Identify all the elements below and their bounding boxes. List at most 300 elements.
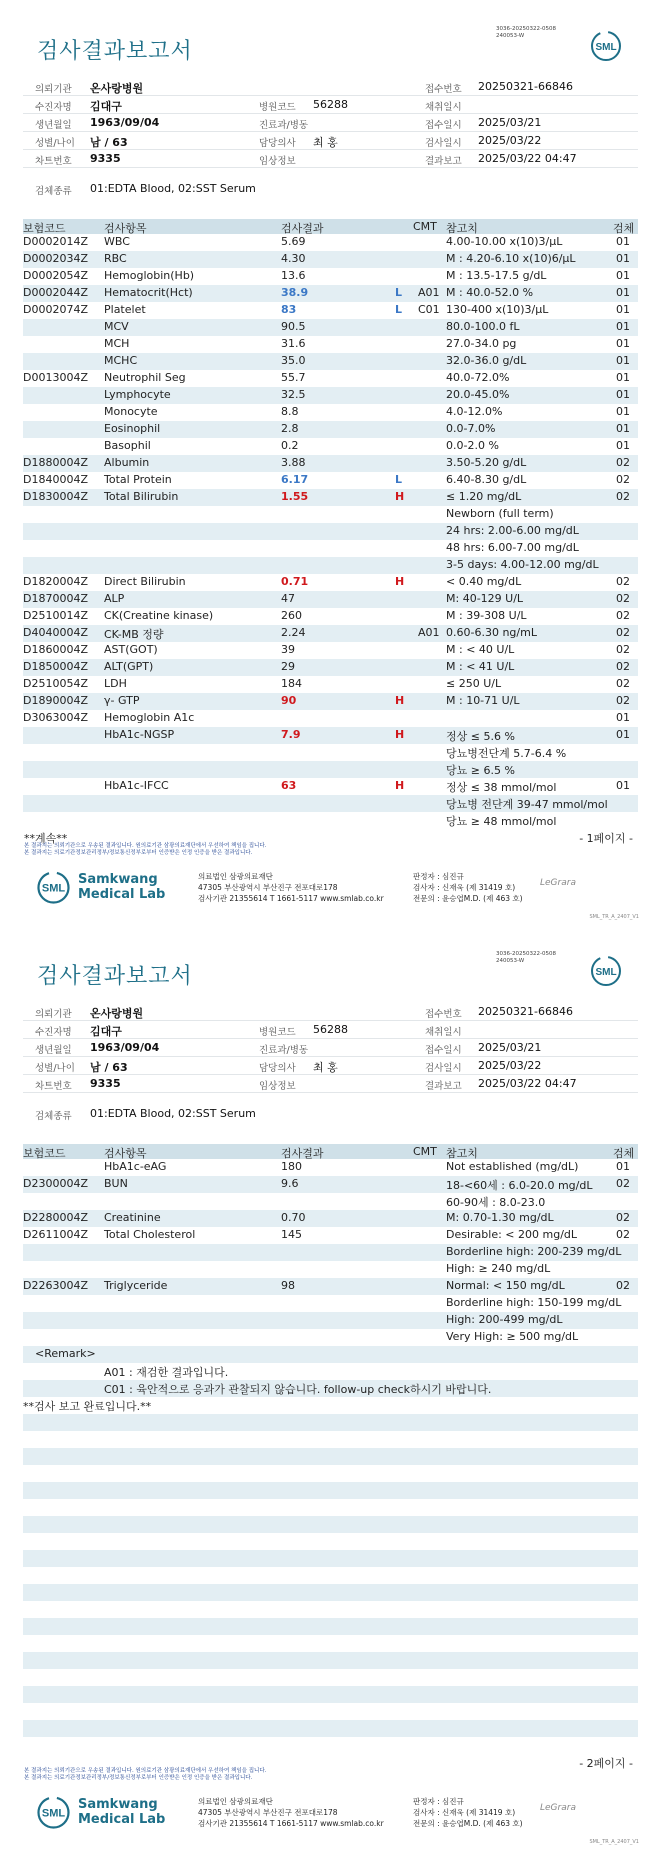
continued-marker: **계속** — [24, 832, 68, 845]
cell-result: 38.9 — [281, 286, 309, 299]
cell-result: 32.5 — [281, 388, 306, 401]
info-row: 성별/나이 남 / 63 담당의사 최 홍 검사일시 2025/03/22 — [23, 1057, 638, 1075]
cell-ref: ≤ 1.20 mg/dL — [446, 490, 522, 503]
table-row — [23, 523, 638, 540]
cell-name: CK(Creatine kinase) — [104, 609, 214, 622]
page-number: - 2페이지 - — [579, 1757, 633, 1770]
table-row — [23, 472, 638, 489]
cell-code: D2510054Z — [23, 677, 88, 690]
cell-sp: 01 — [616, 422, 630, 435]
table-row — [23, 302, 638, 319]
patient-name: 김대구 — [90, 1025, 122, 1038]
table-row — [23, 557, 638, 574]
cell-cmt: A01 — [418, 626, 440, 639]
cell-code: D2300004Z — [23, 1177, 88, 1190]
cell-sp: 02 — [616, 694, 630, 707]
signatories: 판정자 : 심진규 검사자 : 신재욱 (제 31419 호) 전문의 : 윤승엽M.D. (제 463 호) — [413, 872, 523, 903]
table-row-empty — [23, 1686, 638, 1703]
cell-ref: 당뇨병전단계 5.7-6.4 % — [446, 747, 567, 760]
cell-result: 83 — [281, 303, 297, 316]
cell-ref: ≤ 250 U/L — [446, 677, 502, 690]
cell-name: ALT(GPT) — [104, 660, 154, 673]
cell-name: Total Cholesterol — [104, 1228, 196, 1241]
cell-ref: 27.0-34.0 pg — [446, 337, 517, 350]
info-row: 차트번호 9335 임상정보 결과보고 2025/03/22 04:47 — [23, 150, 638, 168]
receipt-number: 20250321-66846 — [478, 1005, 573, 1018]
cell-result: 7.9 — [281, 728, 301, 741]
cell-ref: 24 hrs: 2.00-6.00 mg/dL — [446, 524, 579, 537]
table-row — [23, 676, 638, 693]
cell-ref: 정상 ≤ 5.6 % — [446, 730, 515, 743]
table-row-empty — [23, 1737, 638, 1754]
cell-ref: 3-5 days: 4.00-12.00 mg/dL — [446, 558, 599, 571]
cell-code: D1830004Z — [23, 490, 88, 503]
cell-ref: 32.0-36.0 g/dL — [446, 354, 527, 367]
cell-ref: 6.40-8.30 g/dL — [446, 473, 527, 486]
cell-sp: 02 — [616, 1211, 630, 1224]
cell-ref: < 0.40 mg/dL — [446, 575, 522, 588]
info-row: 수진자명 김대구 병원코드 56288 채취일시 — [23, 96, 638, 114]
table-row — [23, 1193, 638, 1210]
table-row-empty — [23, 1448, 638, 1465]
cell-code: D1820004Z — [23, 575, 88, 588]
cell-ref: M : < 41 U/L — [446, 660, 515, 673]
cell-ref: Very High: ≥ 500 mg/dL — [446, 1330, 579, 1343]
doctor-name: 최 홍 — [313, 136, 338, 149]
chart-number: 9335 — [90, 1077, 121, 1090]
cell-sp: 02 — [616, 626, 630, 639]
cell-name: Hemoglobin A1c — [104, 711, 195, 724]
report-page-1: 3036-20250322-0508 240053-W 검사결과보고서 SML 의뢰기관 온사랑병원 접수번호 20250321-66846 수진자명 김대구 병원코드 56288 채취일시 생년월일 1963/09/04 진료과/병동 접수일시 2025/03/21 성별/나이 남 / 63 담당의사 최 홍 검사일시 2025/03/22 차트번호 9335 임상정보 결과보고 2025/03/22 04:47 검체종류 01:EDTA Blood, 02:SST Serum 보험코드 검사항목 검사결과 CMT 참고치 검체 D0002014Z WBC 5.69 4.00-10.00 x(10)3/μL 01 D0002034Z RBC 4.30 M : 4.20-6.10 x(10)6/μL 01 D0002054Z Hemoglobin(Hb) 13.6 M : 13.5-17.5 g/dL 01 D0002044Z Hematocrit(Hct) 38.9 L A01 M : 40.0-52.0 % 01 D0002074Z Platelet 83 L C01 130-400 x(10)3/μL 01 MCV 90.5 80.0-100.0 fL 01 MCH 31.6 27.0-34.0 pg 01 MCHC 35.0 32.0-36.0 g/dL 01 D0013004Z Neutrophil Seg 55.7 40.0-72.0% 01 Lymphocyte 32.5 20.0-45.0% 01 Monocyte 8.8 4.0-12.0% 01 Eosinophil 2.8 0.0-7.0% 01 Basophil 0.2 0.0-2.0 % 01 D1880004Z Albumin 3.88 3.50-5.20 g/dL 02 D1840004Z Total Protein 6.17 L 6.40-8.30 g/dL 02 D1830004Z Total Bilirubin 1.55 H ≤ 1.20 mg/dL 02 Newborn (full term) 24 hrs: 2.00-6.00 mg/dL 48 hrs: 6.00-7.00 mg/dL 3-5 days: 4.00-12.00 mg/dL D1820004Z Direct Bilirubin 0.71 H < 0.40 mg/dL 02 D1870004Z ALP 47 M: 40-129 U/L 02 D2510014Z CK(Creatine kinase) 260 M : 39-308 U/L 02 D4040004Z CK-MB 정량 2.24 A01 0.60-6.30 ng/mL 02 D1860004Z AST(GOT) 39 M : < 40 U/L 02 D1850004Z ALT(GPT) 29 M : < 41 U/L 02 D2510054Z LDH 184 ≤ 250 U/L 02 D1890004Z γ- GTP 90 H M : 10-71 U/L 02 D3063004Z Hemoglobin A1c 01 HbA1c-NGSP 7.9 H 정상 ≤ 5.6 % 01 당뇨병전단계 5.7-6.4 % 당뇨 ≥ 6.5 % HbA1c-IFCC 63 H 정상 ≤ 38 mmol/mol 01 당뇨병 전단계 39-47 mmol/mol 당뇨 ≥ 48 mmol/mol **계속** - 1페이지 - 본 결과지는 의뢰기관으로 우송된 결과입니다. 원의료기관 삼광의료재단에서 우선하여 책임을 집니다. 본 결과지는 의료기관정보관리정부/정보통신정부로부터 인증받은 인정 인증을 받은 결과입니다. SML Samkwang Medical Lab 의료법인 삼광의료재단 47305 부산광역시 부산진구 전포대로178 검사기관 21355614 T 1661-5117 www.smlab.co.kr 판정자 : 심진규 검사자 : 신재욱 (제 31419 호) 전문의 : 윤승엽M.D. (제 463 호) LeGrara SML_TR_A_2407_V1 — [0, 0, 655, 925]
cell-code: D1870004Z — [23, 592, 88, 605]
cell-sp: 02 — [616, 473, 630, 486]
cell-code: D2510014Z — [23, 609, 88, 622]
table-row — [23, 659, 638, 676]
table-row — [23, 744, 638, 761]
table-row — [23, 1261, 638, 1278]
sml-logo-icon — [590, 30, 622, 62]
doctor-name: 최 홍 — [313, 1061, 338, 1074]
table-row — [23, 285, 638, 302]
table-row — [23, 319, 638, 336]
table-row-empty — [23, 1601, 638, 1618]
table-row — [23, 710, 638, 727]
table-row — [23, 591, 638, 608]
receipt-number: 20250321-66846 — [478, 80, 573, 93]
cell-code: D4040004Z — [23, 626, 88, 639]
cell-sp: 02 — [616, 609, 630, 622]
cell-name: Neutrophil Seg — [104, 371, 186, 384]
cell-code: D0002014Z — [23, 235, 88, 248]
table-row-empty — [23, 1499, 638, 1516]
chart-number: 9335 — [90, 152, 121, 165]
cell-code: D1860004Z — [23, 643, 88, 656]
cell-result: 39 — [281, 643, 295, 656]
remark-c01: C01 : 육안적으로 응과가 관찰되지 않습니다. follow-up check하시기 바랍니다. — [104, 1383, 492, 1396]
table-row — [23, 778, 638, 795]
cell-result: 184 — [281, 677, 302, 690]
cell-code: D0002044Z — [23, 286, 88, 299]
cell-sp: 01 — [616, 354, 630, 367]
cell-result: 2.8 — [281, 422, 299, 435]
lab-name: Samkwang Medical Lab — [78, 1797, 166, 1827]
patient-dob: 1963/09/04 — [90, 1041, 160, 1054]
report-datetime: 2025/03/22 04:47 — [478, 152, 577, 165]
table-row — [23, 421, 638, 438]
table-row — [23, 404, 638, 421]
cell-result: 1.55 — [281, 490, 309, 503]
table-row — [23, 353, 638, 370]
table-row-empty — [23, 1550, 638, 1567]
cell-result: 90.5 — [281, 320, 306, 333]
info-row: 의뢰기관 온사랑병원 접수번호 20250321-66846 — [23, 78, 638, 96]
table-row — [23, 795, 638, 812]
cell-ref: Borderline high: 150-199 mg/dL — [446, 1296, 622, 1309]
cell-ref: M : < 40 U/L — [446, 643, 515, 656]
cell-name: ALP — [104, 592, 125, 605]
cell-ref: 0.60-6.30 ng/mL — [446, 626, 537, 639]
results-header: 보험코드 검사항목 검사결과 CMT 참고치 검체 — [23, 1144, 638, 1159]
cell-code: D2263004Z — [23, 1279, 88, 1292]
table-row — [23, 234, 638, 251]
table-row-empty — [23, 1652, 638, 1669]
cell-sp: 01 — [616, 286, 630, 299]
cell-name: γ- GTP — [104, 694, 140, 707]
table-row — [23, 1227, 638, 1244]
cell-code: D3063004Z — [23, 711, 88, 724]
cell-name: CK-MB 정량 — [104, 628, 164, 641]
table-row — [23, 761, 638, 778]
table-row-empty — [23, 1584, 638, 1601]
cell-sp: 02 — [616, 677, 630, 690]
cell-sp: 01 — [616, 371, 630, 384]
cell-flag: L — [395, 303, 403, 316]
table-row-empty — [23, 1380, 638, 1397]
cell-result: 90 — [281, 694, 297, 707]
cell-result: 13.6 — [281, 269, 306, 282]
cell-ref: 48 hrs: 6.00-7.00 mg/dL — [446, 541, 579, 554]
cell-flag: H — [395, 490, 405, 503]
form-version: SML_TR_A_2407_V1 — [589, 914, 639, 920]
cell-ref: 3.50-5.20 g/dL — [446, 456, 527, 469]
page-title: 검사결과보고서 — [37, 39, 193, 64]
table-row — [23, 268, 638, 285]
table-row — [23, 642, 638, 659]
patient-sex-age: 남 / 63 — [90, 1061, 128, 1074]
cell-code: D2611004Z — [23, 1228, 88, 1241]
info-row: 의뢰기관 온사랑병원 접수번호 20250321-66846 — [23, 1003, 638, 1021]
cell-result: 9.6 — [281, 1177, 299, 1190]
table-row — [23, 1295, 638, 1312]
results-header: 보험코드 검사항목 검사결과 CMT 참고치 검체 — [23, 219, 638, 234]
report-page-2: 3036-20250322-0508 240053-W 검사결과보고서 SML 의뢰기관 온사랑병원 접수번호 20250321-66846 수진자명 김대구 병원코드 56288 채취일시 생년월일 1963/09/04 진료과/병동 접수일시 2025/03/21 성별/나이 남 / 63 담당의사 최 홍 검사일시 2025/03/22 차트번호 9335 임상정보 결과보고 2025/03/22 04:47 검체종류 01:EDTA Blood, 02:SST Serum 보험코드 검사항목 검사결과 CMT 참고치 검체 HbA1c-eAG 180 Not established (mg/dL) 01 D2300004Z BUN 9.6 18-<60세 : 6.0-20.0 mg/dL 02 60-90세 : 8.0-23.0 D2280004Z Creatinine 0.70 M: 0.70-1.30 mg/dL 02 D2611004Z Total Cholesterol 145 Desirable: < 200 mg/dL 02 Borderline high: 200-239 mg/dL High: ≥ 240 mg/dL D2263004Z Triglyceride 98 Normal: < 150 mg/dL 02 Borderline high: 150-199 mg/dL High: 200-499 mg/dL Very High: ≥ 500 mg/dL <Remark> A01 : 재검한 결과입니다. C01 : 육안적으로 응과가 관찰되지 않습니다. follow-up check하시기 바랍니다. **검사 보고 완료입니다.** - 2페이지 - 본 결과지는 의뢰기관으로 우송된 결과입니다. 원의료기관 삼광의료재단에서 우선하여 책임을 집니다. 본 결과지는 의료기관정보관리정부/정보통신정부로부터 인증받은 인정 인증을 받은 결과입니다. SML Samkwang Medical Lab 의료법인 삼광의료재단 47305 부산광역시 부산진구 전포대로178 검사기관 21355614 T 1661-5117 www.smlab.co.kr 판정자 : 심진규 검사자 : 신재욱 (제 31419 호) 전문의 : 윤승엽M.D. (제 463 호) LeGrara SML_TR_A_2407_V1 — [0, 925, 655, 1850]
cell-code: D1880004Z — [23, 456, 88, 469]
cell-sp: 02 — [616, 660, 630, 673]
footer-notice: 본 결과지는 의뢰기관으로 우송된 결과입니다. 원의료기관 삼광의료재단에서 우선하여 책임을 집니다. 본 결과지는 의료기관정보관리정부/정보통신정부로부터 인증받은 인정 인증을 받은 결과입니다. — [24, 1768, 267, 1781]
sml-footer-logo-icon — [36, 1795, 71, 1830]
cell-result: 2.24 — [281, 626, 306, 639]
cell-ref: 18-<60세 : 6.0-20.0 mg/dL — [446, 1179, 593, 1192]
cell-result: 6.17 — [281, 473, 309, 486]
patient-dob: 1963/09/04 — [90, 116, 160, 129]
cell-ref: 0.0-7.0% — [446, 422, 496, 435]
report-reference: 3036-20250322-0508 240053-W — [496, 951, 556, 964]
svg-text:SML: SML — [595, 42, 617, 53]
patient-info — [23, 1003, 638, 1093]
lab-name: Samkwang Medical Lab — [78, 872, 166, 902]
cell-name: AST(GOT) — [104, 643, 158, 656]
table-row-empty — [23, 1414, 638, 1431]
test-date: 2025/03/22 — [478, 134, 542, 147]
table-row — [23, 489, 638, 506]
cell-sp: 02 — [616, 575, 630, 588]
cell-name: Hematocrit(Hct) — [104, 286, 193, 299]
table-row — [23, 812, 638, 829]
table-row — [23, 1278, 638, 1295]
table-row — [23, 370, 638, 387]
cell-sp: 02 — [616, 592, 630, 605]
cell-sp: 01 — [616, 235, 630, 248]
cell-code: D1840004Z — [23, 473, 88, 486]
cell-result: 8.8 — [281, 405, 299, 418]
table-row-empty — [23, 1482, 638, 1499]
cell-name: Direct Bilirubin — [104, 575, 186, 588]
table-row-empty — [23, 1363, 638, 1380]
table-row — [23, 438, 638, 455]
cell-result: 3.88 — [281, 456, 306, 469]
signatories: 판정자 : 심진규 검사자 : 신재욱 (제 31419 호) 전문의 : 윤승엽M.D. (제 463 호) — [413, 1797, 523, 1828]
table-row-empty — [23, 1635, 638, 1652]
cell-sp: 02 — [616, 643, 630, 656]
cell-code: D0002074Z — [23, 303, 88, 316]
cell-ref: Not established (mg/dL) — [446, 1160, 579, 1173]
lab-address: 의료법인 삼광의료재단 47305 부산광역시 부산진구 전포대로178 검사기관 21355614 T 1661-5117 www.smlab.co.kr — [198, 1797, 384, 1828]
hospital-code: 56288 — [313, 1023, 348, 1036]
cell-result: 35.0 — [281, 354, 306, 367]
cell-name: HbA1c-NGSP — [104, 728, 175, 741]
cell-code: D0013004Z — [23, 371, 88, 384]
cell-result: 145 — [281, 1228, 302, 1241]
table-row — [23, 1312, 638, 1329]
cell-sp: 01 — [616, 439, 630, 452]
cell-ref: M : 10-71 U/L — [446, 694, 520, 707]
cell-ref: 당뇨병 전단계 39-47 mmol/mol — [446, 798, 608, 811]
report-datetime: 2025/03/22 04:47 — [478, 1077, 577, 1090]
table-row — [23, 574, 638, 591]
cell-ref: 130-400 x(10)3/μL — [446, 303, 549, 316]
cell-name: Lymphocyte — [104, 388, 171, 401]
cell-result: 63 — [281, 779, 297, 792]
cell-name: Creatinine — [104, 1211, 161, 1224]
cell-name: Triglyceride — [104, 1279, 168, 1292]
cell-ref: 4.00-10.00 x(10)3/μL — [446, 235, 563, 248]
cell-ref: Desirable: < 200 mg/dL — [446, 1228, 578, 1241]
cell-flag: L — [395, 473, 403, 486]
cell-name: Basophil — [104, 439, 151, 452]
cell-flag: L — [395, 286, 403, 299]
table-row — [23, 625, 638, 642]
table-row — [23, 693, 638, 710]
hospital-name: 온사랑병원 — [90, 82, 144, 95]
patient-name: 김대구 — [90, 100, 122, 113]
cell-code: D0002054Z — [23, 269, 88, 282]
form-version: SML_TR_A_2407_V1 — [589, 1839, 639, 1845]
cell-sp: 01 — [616, 303, 630, 316]
cell-sp: 02 — [616, 490, 630, 503]
cell-sp: 01 — [616, 252, 630, 265]
table-row-empty — [23, 1720, 638, 1737]
cell-cmt: A01 — [418, 286, 440, 299]
test-date: 2025/03/22 — [478, 1059, 542, 1072]
cell-ref: M: 0.70-1.30 mg/dL — [446, 1211, 554, 1224]
cell-ref: M : 13.5-17.5 g/dL — [446, 269, 547, 282]
info-row: 성별/나이 남 / 63 담당의사 최 홍 검사일시 2025/03/22 — [23, 132, 638, 150]
cell-sp: 01 — [616, 388, 630, 401]
cell-cmt: C01 — [418, 303, 440, 316]
table-row — [23, 251, 638, 268]
hospital-code: 56288 — [313, 98, 348, 111]
report-reference: 3036-20250322-0508 240053-W — [496, 26, 556, 39]
table-row-empty — [23, 1516, 638, 1533]
table-row — [23, 1244, 638, 1261]
table-row-empty — [23, 1669, 638, 1686]
cell-name: Hemoglobin(Hb) — [104, 269, 195, 282]
cell-name: RBC — [104, 252, 127, 265]
table-row-empty — [23, 1533, 638, 1550]
cell-name: Total Bilirubin — [104, 490, 179, 503]
table-row — [23, 455, 638, 472]
cell-result: 0.70 — [281, 1211, 306, 1224]
svg-text:SML: SML — [41, 882, 66, 895]
table-row-empty — [23, 1703, 638, 1720]
cell-sp: 01 — [616, 320, 630, 333]
cell-ref: High: ≥ 240 mg/dL — [446, 1262, 551, 1275]
cell-sp: 01 — [616, 711, 630, 724]
page-title: 검사결과보고서 — [37, 964, 193, 989]
cell-name: Platelet — [104, 303, 146, 316]
cell-sp: 01 — [616, 779, 630, 792]
report-complete: **검사 보고 완료입니다.** — [23, 1400, 152, 1413]
table-row — [23, 336, 638, 353]
cell-ref: 20.0-45.0% — [446, 388, 510, 401]
hospital-name: 온사랑병원 — [90, 1007, 144, 1020]
cell-flag: H — [395, 575, 405, 588]
cell-ref: 60-90세 : 8.0-23.0 — [446, 1196, 546, 1209]
cell-flag: H — [395, 728, 405, 741]
cell-ref: 80.0-100.0 fL — [446, 320, 520, 333]
cell-flag: H — [395, 694, 405, 707]
results-table-page1 — [23, 234, 638, 829]
sml-logo-icon — [590, 955, 622, 987]
cell-result: 98 — [281, 1279, 295, 1292]
cell-result: 31.6 — [281, 337, 306, 350]
page-number: - 1페이지 - — [579, 832, 633, 845]
cell-ref: 0.0-2.0 % — [446, 439, 499, 452]
cell-ref: 당뇨 ≥ 6.5 % — [446, 764, 515, 777]
cell-code: D2280004Z — [23, 1211, 88, 1224]
cell-code: D1850004Z — [23, 660, 88, 673]
table-row — [23, 506, 638, 523]
cell-name: WBC — [104, 235, 130, 248]
table-row — [23, 727, 638, 744]
cell-ref: M : 40.0-52.0 % — [446, 286, 534, 299]
cell-ref: 40.0-72.0% — [446, 371, 510, 384]
cell-sp: 02 — [616, 1279, 630, 1292]
cell-sp: 02 — [616, 1228, 630, 1241]
cell-ref: 4.0-12.0% — [446, 405, 503, 418]
cell-name: LDH — [104, 677, 127, 690]
remark-a01: A01 : 재검한 결과입니다. — [104, 1366, 229, 1379]
svg-text:SML: SML — [41, 1807, 66, 1820]
cell-sp: 02 — [616, 1177, 630, 1190]
cell-result: 260 — [281, 609, 302, 622]
cell-ref: M: 40-129 U/L — [446, 592, 524, 605]
cell-result: 0.2 — [281, 439, 299, 452]
cell-flag: H — [395, 779, 405, 792]
table-row — [23, 1159, 638, 1176]
cell-result: 180 — [281, 1160, 302, 1173]
received-date: 2025/03/21 — [478, 116, 542, 129]
cell-sp: 01 — [616, 405, 630, 418]
table-row — [23, 1210, 638, 1227]
cell-name: MCHC — [104, 354, 138, 367]
cell-name: Monocyte — [104, 405, 158, 418]
cell-sp: 01 — [616, 269, 630, 282]
table-row-empty — [23, 1346, 638, 1363]
sml-footer-logo-icon — [36, 870, 71, 905]
cell-ref: M : 4.20-6.10 x(10)6/μL — [446, 252, 576, 265]
cell-ref: Newborn (full term) — [446, 507, 554, 520]
cell-sp: 02 — [616, 456, 630, 469]
table-row — [23, 387, 638, 404]
cell-ref: High: 200-499 mg/dL — [446, 1313, 563, 1326]
info-row: 차트번호 9335 임상정보 결과보고 2025/03/22 04:47 — [23, 1075, 638, 1093]
cell-ref: Normal: < 150 mg/dL — [446, 1279, 565, 1292]
table-row — [23, 540, 638, 557]
remark-title: <Remark> — [35, 1347, 96, 1360]
cell-name: HbA1c-IFCC — [104, 779, 169, 792]
info-row: 생년월일 1963/09/04 진료과/병동 접수일시 2025/03/21 — [23, 1039, 638, 1057]
table-row-empty — [23, 1567, 638, 1584]
cell-result: 0.71 — [281, 575, 309, 588]
cell-sp: 01 — [616, 337, 630, 350]
cell-ref: M : 39-308 U/L — [446, 609, 527, 622]
cell-name: Total Protein — [104, 473, 172, 486]
cell-code: D0002034Z — [23, 252, 88, 265]
table-row-empty — [23, 1618, 638, 1635]
cell-result: 5.69 — [281, 235, 306, 248]
table-row — [23, 1329, 638, 1346]
info-row: 생년월일 1963/09/04 진료과/병동 접수일시 2025/03/21 — [23, 114, 638, 132]
patient-info — [23, 78, 638, 168]
cell-name: MCV — [104, 320, 129, 333]
patient-sex-age: 남 / 63 — [90, 136, 128, 149]
cell-result: 4.30 — [281, 252, 306, 265]
table-row-empty — [23, 1465, 638, 1482]
cell-name: Albumin — [104, 456, 150, 469]
cell-result: 29 — [281, 660, 295, 673]
lab-address: 의료법인 삼광의료재단 47305 부산광역시 부산진구 전포대로178 검사기관 21355614 T 1661-5117 www.smlab.co.kr — [198, 872, 384, 903]
cell-ref: Borderline high: 200-239 mg/dL — [446, 1245, 622, 1258]
cell-name: MCH — [104, 337, 130, 350]
cell-code: D1890004Z — [23, 694, 88, 707]
cell-ref: 정상 ≤ 38 mmol/mol — [446, 781, 557, 794]
svg-text:SML: SML — [595, 967, 617, 978]
signature-image: LeGrara — [540, 878, 576, 888]
cell-ref: 당뇨 ≥ 48 mmol/mol — [446, 815, 557, 828]
cell-result: 47 — [281, 592, 295, 605]
cell-name: HbA1c-eAG — [104, 1160, 167, 1173]
